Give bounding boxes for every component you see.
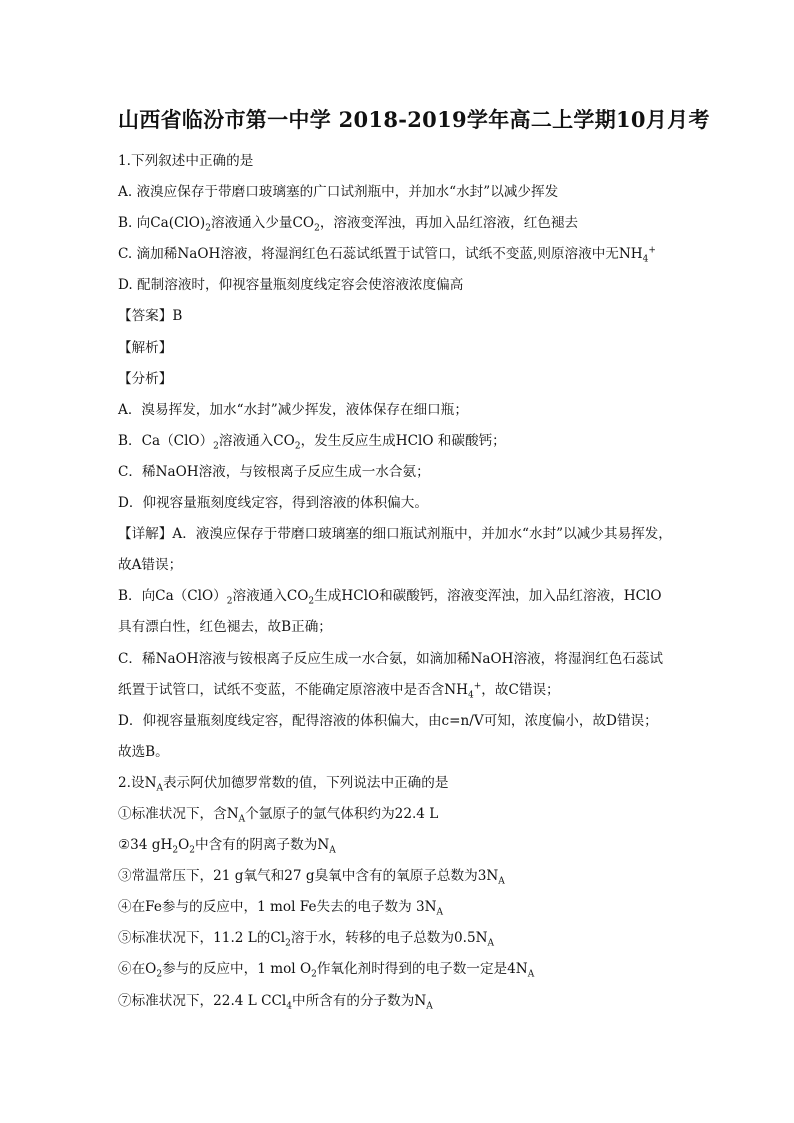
q1-analysis-d: D．仰视容量瓶刻度线定容，得到溶液的体积偏大。	[118, 495, 428, 512]
q2-stem: 2.设$N_A$表示阿伏加德罗常数的值，下列说法中正确的是	[118, 774, 449, 794]
q1-detail-6: 纸置于试管口，试纸不变蓝，不能确定原溶液中是否含$NH_4^+$，故C错误；	[118, 681, 560, 701]
q2-statement-1: ①标准状况下，含$N_A$个氩原子的氩气体积约为22.4 L	[118, 805, 439, 825]
document-title: 山西省临汾市第一中学 2018-2019学年高二上学期10月月考	[118, 107, 710, 132]
q1-detail-7: D．仰视容量瓶刻度线定容，配得溶液的体积偏大，由c=n/V可知，浓度偏小，故D错误；	[118, 712, 658, 729]
q1-detail-2: 故A错误；	[118, 557, 183, 574]
q1-detail-4: 具有漂白性，红色褪去，故B正确；	[118, 619, 332, 636]
q1-stem: 1.下列叙述中正确的是	[118, 153, 254, 169]
q1-detail-1: 【详解】A．液溴应保存于带磨口玻璃塞的细口瓶试剂瓶中，并加水“水封”以减少其易挥发，	[118, 526, 672, 543]
q1-analysis-b: B．$Ca(ClO)_2$溶液通入$CO_2$，发生反应生成HClO 和碳酸钙；	[118, 432, 506, 452]
q2-statement-3: ③常温常压下，21 g氧气和27 g臭氧中含有的氧原子总数为$3N_A$	[118, 868, 505, 887]
q2-statement-5: ⑤标准状况下，11.2 L的$Cl_2$溶于水，转移的电子总数为$0.5N_A$	[118, 930, 494, 950]
q2-statement-7: ⑦标准状况下，22.4 L CCl$_4$中所含有的分子数为$N_A$	[118, 992, 433, 1012]
q2-statement-4: ④在Fe参与的反应中，1 mol Fe失去的电子数为 $3N_A$	[118, 899, 444, 918]
q1-jiexi-heading: 【解析】	[118, 339, 173, 356]
q1-detail-5: C．稀NaOH溶液与铵根离子反应生成一水合氨，如滴加稀NaOH溶液，将湿润红色石蕊试	[118, 650, 663, 667]
document-body	[118, 146, 678, 1017]
q1-option-d: D. 配制溶液时，仰视容量瓶刻度线定容会使溶液浓度偏高	[118, 277, 464, 294]
q1-detail-8: 故选B。	[118, 743, 169, 760]
q1-option-c: C. 滴加稀NaOH溶液，将湿润红色石蕊试纸置于试管口，试纸不变蓝,则原溶液中无$NH_4^+$	[118, 245, 656, 265]
q1-option-b: B. 向$Ca(ClO)_2$溶液通入少量$CO_2$，溶液变浑浊，再加入品红溶液，红色褪去	[118, 215, 579, 234]
q1-fenxi-heading: 【分析】	[118, 370, 173, 387]
q1-analysis-c: C．稀NaOH溶液，与铵根离子反应生成一水合氨；	[118, 463, 430, 480]
q2-statement-6: ⑥在$O_2$参与的反应中，1 mol $O_2$作氧化剂时得到的电子数一定是$4N_A$	[118, 961, 535, 981]
q1-answer: 【答案】B	[118, 308, 183, 325]
q2-statement-2: ②34 $gH_2O_2$中含有的阴离子数为$N_A$	[118, 837, 336, 856]
q1-analysis-a: A．溴易挥发，加水“水封”减少挥发，液体保存在细口瓶；	[118, 401, 468, 418]
q1-detail-3: B．向$Ca(ClO)_2$溶液通入$CO_2$生成HClO和碳酸钙，溶液变浑浊，加入品红溶液，HClO	[118, 588, 662, 608]
q1-option-a: A. 液溴应保存于带磨口玻璃塞的广口试剂瓶中，并加水“水封”以减少挥发	[118, 184, 559, 201]
